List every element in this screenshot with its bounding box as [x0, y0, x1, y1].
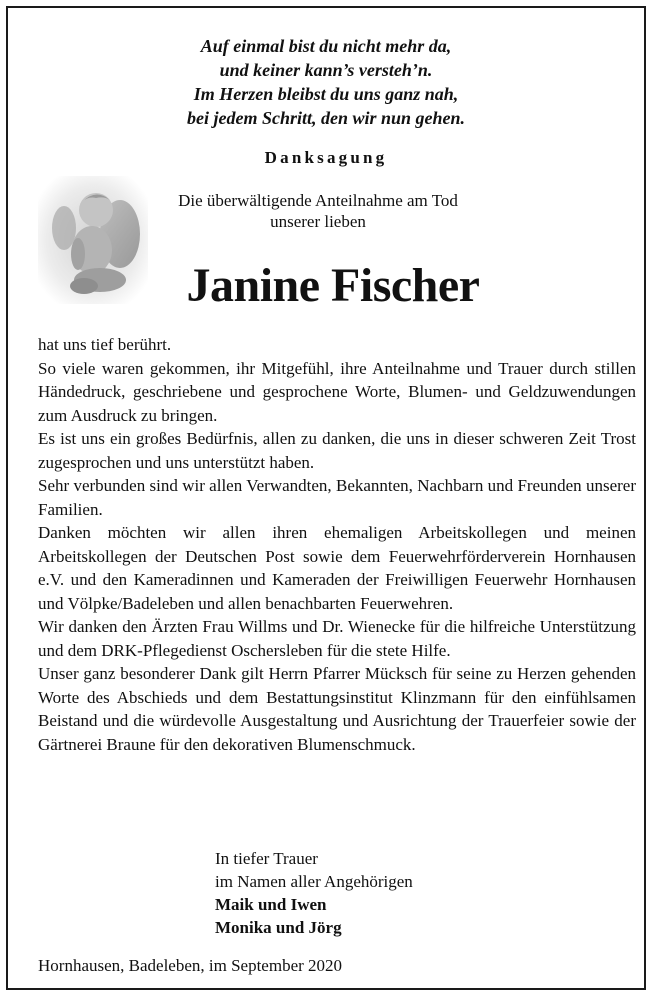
body-paragraph: Danken möchten wir allen ihren ehemaligen Arbeitskollegen und meinen Arbeitskollegen der Deutschen Post sowie dem Feuerwehrförderverein Hornhausen e.V. und den Kameradinnen und Kameraden der Freiwilligen Feuerwehr Hornhausen und Völpke/Badeleben und allen benachbarten Feuerwehren.	[38, 523, 636, 613]
obituary-frame	[6, 6, 646, 990]
cherub-angel-icon	[38, 176, 148, 304]
poem-line: und keiner kann’s versteh’n.	[219, 60, 433, 80]
intro-line: Die überwältigende Anteilnahme am Tod	[178, 191, 458, 210]
closing-line: In tiefer Trauer	[215, 849, 318, 868]
body-paragraph: So viele waren gekommen, ihr Mitgefühl, ihre Anteilnahme und Trauer durch stillen Händedruck, geschriebene und gesprochene Worte, Blumen- und Geldzuwendungen zum Ausdruck zu bringen.	[38, 358, 636, 425]
signer: Monika und Jörg	[215, 918, 342, 937]
signer: Maik und Iwen	[215, 895, 327, 914]
poem	[8, 34, 644, 130]
intro-text	[158, 190, 478, 232]
intro-line: unserer lieben	[270, 212, 366, 231]
closing-line: im Namen aller Angehörigen	[215, 872, 413, 891]
place-date: Hornhausen, Badeleben, im September 2020	[38, 956, 343, 975]
heading-danksagung: Danksagung	[264, 148, 388, 167]
closing-block	[215, 847, 413, 939]
body-paragraph: Es ist uns ein großes Bedürfnis, allen zu danken, die uns in dieser schweren Zeit Trost zugesprochen und uns unterstützt haben.	[38, 429, 636, 472]
poem-line: bei jedem Schritt, den wir nun gehen.	[186, 108, 466, 128]
body-paragraph: hat uns tief berührt.	[38, 335, 172, 354]
body-paragraph: Unser ganz besonderer Dank gilt Herrn Pfarrer Mücksch für seine zu Herzen gehenden Worte des Abschieds und dem Bestattungsinstitut Klinzmann für den einfühlsamen Beistand und die würdevolle Ausgestaltung und Ausrichtung der Trauerfeier sowie der Gärtnerei Braune für den dekorativen Blumenschmuck.	[38, 664, 636, 754]
body-text	[38, 333, 636, 756]
body-paragraph: Sehr verbunden sind wir allen Verwandten, Bekannten, Nachbarn und Freunden unserer Familien.	[38, 476, 636, 519]
poem-line: Im Herzen bleibst du uns ganz nah,	[193, 84, 459, 104]
body-paragraph: Wir danken den Ärzten Frau Willms und Dr. Wienecke für die hilfreiche Unterstützung und dem DRK-Pflegedienst Oschersleben für die stete Hilfe.	[38, 617, 636, 660]
deceased-name: Janine Fischer	[186, 259, 480, 312]
poem-line: Auf einmal bist du nicht mehr da,	[200, 36, 452, 56]
